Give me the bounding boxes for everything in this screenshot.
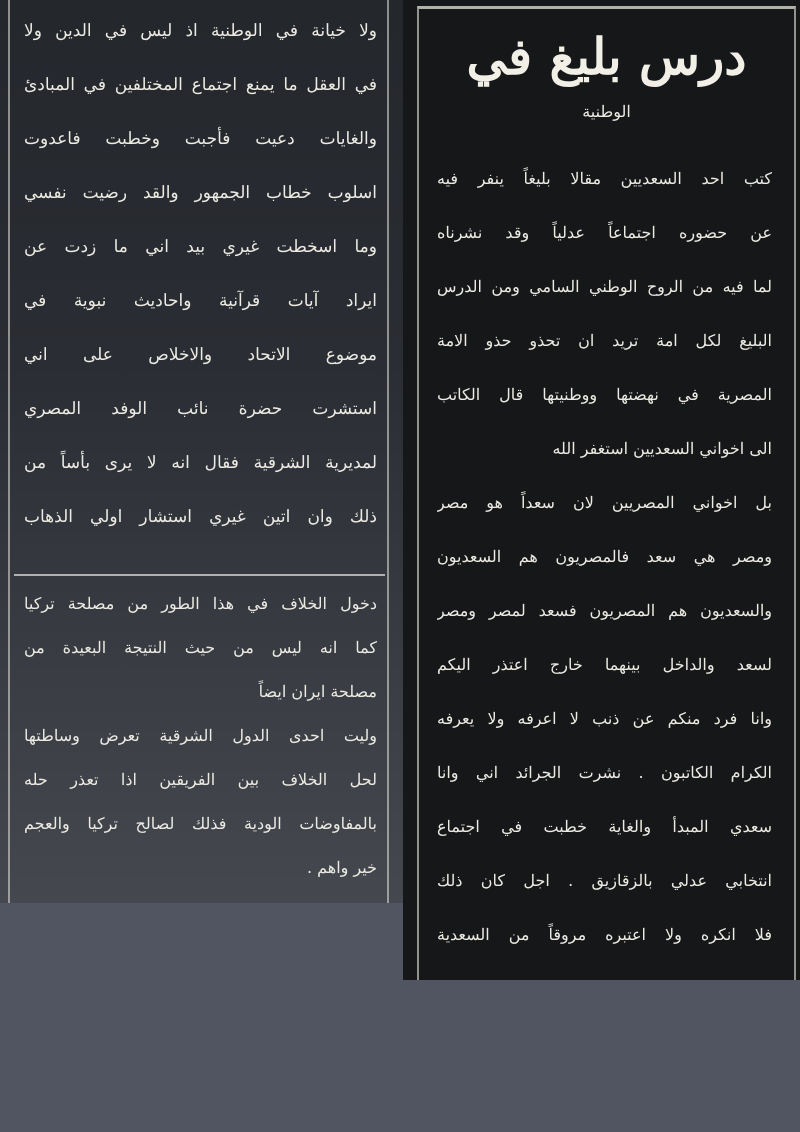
text-line: وليت احدى الدول الشرقية تعرض وساطتها: [24, 726, 377, 745]
text-line: في العقل ما يمنع اجتماع المختلفين في المبادئ: [24, 75, 377, 95]
article-headline: درس بليغ في: [466, 27, 747, 86]
text-line: لما فيه من الروح الوطني السامي ومن الدرس: [437, 277, 772, 296]
text-line: عن حضوره اجتماعاً عدلياً وقد نشرناه: [437, 223, 772, 242]
text-line: سعدي المبدأ والغاية خطبت في اجتماع: [437, 817, 772, 836]
text-line: بل اخواني المصريين لان سعداً هو مصر: [437, 493, 772, 512]
column-divider-rule: [387, 0, 389, 903]
text-line: والغايات دعيت فأجبت وخطبت فاعدوت: [24, 129, 377, 149]
text-line: انتخابي عدلي بالزقازيق . اجل كان ذلك: [437, 871, 772, 890]
section-divider-rule: [14, 574, 385, 576]
text-line: ولا خيانة في الوطنية اذ ليس في الدين ولا: [24, 21, 377, 41]
text-line: بالمفاوضات الودية فذلك لصالح تركيا والعجم: [24, 814, 377, 833]
left-lower-text: [24, 582, 377, 890]
text-line: وانا فرد منكم عن ذنب لا اعرفه ولا يعرفه: [437, 709, 772, 728]
left-outer-rule: [8, 0, 10, 903]
text-line: خير واهم .: [306, 858, 377, 877]
text-line: الى اخواني السعديين استغفر الله: [552, 439, 772, 458]
text-line: الكرام الكاتبون . نشرت الجرائد اني وانا: [437, 763, 772, 782]
text-line: وما اسخطت غيري بيد اني ما زدت عن: [24, 237, 377, 257]
text-line: اسلوب خطاب الجمهور والقد رضيت نفسي: [24, 183, 377, 203]
text-line: كما انه ليس من حيث النتيجة البعيدة من: [24, 638, 377, 657]
right-article-scan: [403, 0, 800, 980]
text-line: لسعد والداخل بينهما خارج اعتذر اليكم: [437, 655, 772, 674]
text-line: ذلك وان اتين غيري استشار اولي الذهاب: [24, 507, 377, 527]
text-line: دخول الخلاف في هذا الطور من مصلحة تركيا: [24, 594, 377, 613]
text-line: كتب احد السعديين مقالا بليغاً ينفر فيه: [437, 169, 772, 188]
left-article-scan: [0, 0, 403, 903]
text-line: لحل الخلاف بين الفريقين اذا تعذر حله: [24, 770, 377, 789]
text-line: ايراد آيات قرآنية واحاديث نبوية في: [24, 291, 377, 311]
article-subheadline: الوطنية: [582, 102, 631, 121]
text-line: البليغ لكل امة تريد ان تحذو حذو الامة: [437, 331, 772, 350]
text-line: استشرت حضرة نائب الوفد المصري: [24, 399, 377, 419]
article-body-text: [437, 152, 772, 962]
text-line: مصلحة ايران ايضاً: [258, 682, 377, 701]
text-line: فلا انكره ولا اعتبره مروقاً من السعدية: [437, 925, 772, 944]
text-line: والسعديون هم المصريون فسعد لمصر ومصر: [437, 601, 772, 620]
text-line: ومصر هي سعد فالمصريون هم السعديون: [437, 547, 772, 566]
text-line: المصرية في نهضتها ووطنيتها قال الكاتب: [437, 385, 772, 404]
text-line: لمديرية الشرقية فقال انه لا يرى بأساً من: [24, 453, 377, 473]
text-line: موضوع الاتحاد والاخلاص على اني: [24, 345, 377, 365]
left-upper-text: [24, 4, 377, 544]
